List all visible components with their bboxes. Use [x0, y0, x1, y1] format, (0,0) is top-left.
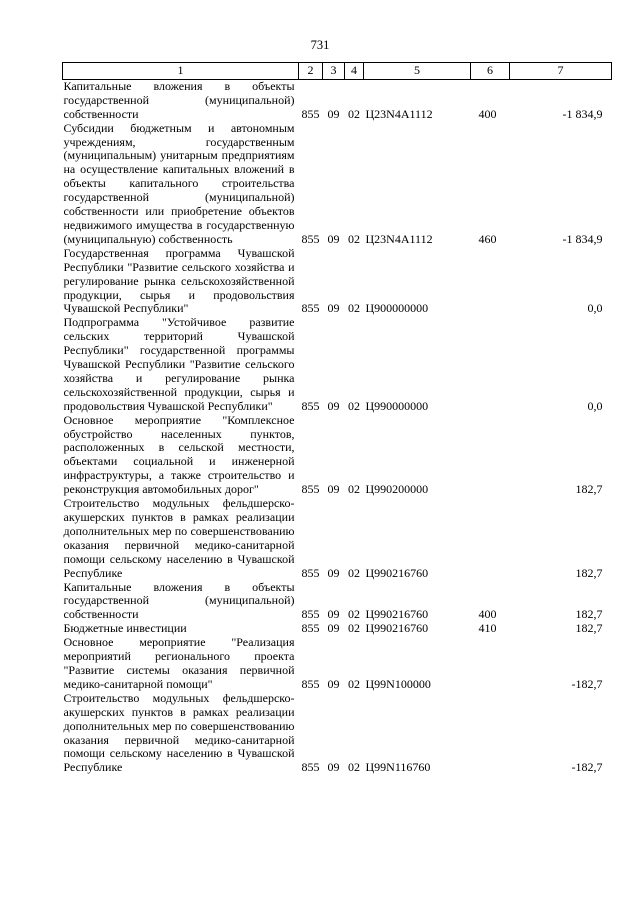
page-number: 731	[310, 38, 330, 52]
glav-code: 855	[301, 301, 320, 316]
row-name: Основное мероприятие "Реализация мероприятий регионального проекта "Развитие системы оказания первичной медико-санитарной помощи"	[63, 635, 295, 691]
expense-type-code	[471, 414, 510, 497]
expense-type-code	[471, 692, 510, 775]
glav-code: 855	[301, 398, 320, 413]
subsection-code: 02	[348, 398, 360, 413]
subsection-code: 02	[348, 231, 360, 246]
amount: 182,7	[575, 482, 603, 497]
amount: -182,7	[571, 760, 603, 775]
row-name: Строительство модульных фельдшерско-акушерских пунктов в рамках реализации дополнительных мер по совершенствованию оказания первичной медико-санитарной помощи сельскому населению в Чувашской Республике	[63, 496, 295, 580]
section-code: 09	[327, 398, 340, 413]
glav-code: 855	[301, 676, 320, 691]
row-name: Подпрограмма "Устойчивое развитие сельских территорий Чувашской Республики" государственной программы Чувашской Республики "Развитие сельского хозяйства и регулирование рынка сельскохозяйственной продукции, сырья и продовольствия Чувашской Республики"	[63, 315, 295, 413]
expense-type-code	[471, 497, 510, 580]
glav-code: 855	[301, 607, 320, 622]
section-code: 09	[327, 676, 340, 691]
amount: 182,7	[575, 621, 603, 636]
glav-code: 855	[301, 106, 320, 121]
row-name: Государственная программа Чувашской Республики "Развитие сельского хозяйства и регулирование рынка сельскохозяйственной продукции, сырья и продовольствия Чувашской Республики"	[63, 245, 295, 316]
table-row	[63, 247, 612, 317]
glav-code: 855	[301, 760, 320, 775]
row-name: Строительство модульных фельдшерско-акушерских пунктов в рамках реализации дополнительных мер по совершенствованию оказания первичной медико-санитарной помощи сельскому населению в Чувашской Республике	[63, 690, 295, 775]
table-row	[63, 316, 612, 413]
target-article-code: Ц990000000	[365, 398, 429, 413]
subsection-code: 02	[348, 607, 360, 622]
subsection-code: 02	[348, 676, 360, 691]
target-article-code: Ц990200000	[365, 482, 429, 497]
section-code: 09	[327, 231, 340, 246]
column-header: 5	[364, 63, 471, 80]
section-code: 09	[327, 607, 340, 622]
table-row	[63, 692, 612, 775]
table-row	[63, 414, 612, 497]
amount: -1 834,9	[562, 231, 603, 246]
table-row	[63, 636, 612, 692]
table-row	[63, 622, 612, 636]
column-header: 1	[63, 63, 299, 80]
target-article-code: Ц23N4A1112	[365, 106, 433, 121]
table-row	[63, 79, 612, 121]
table-header	[63, 63, 612, 80]
amount: 0,0	[587, 398, 603, 413]
column-header: 3	[323, 63, 345, 80]
row-name: Основное мероприятие "Комплексное обустройство населенных пунктов, расположенных в сельской местности, объектами социальной и инженерной инфраструктуры, а также строительство и реконструкция автомобильных дорог"	[63, 412, 295, 497]
glav-code: 855	[301, 621, 320, 636]
target-article-code: Ц99N100000	[365, 676, 431, 691]
target-article-code: Ц23N4A1112	[365, 231, 433, 246]
column-header: 4	[345, 63, 364, 80]
subsection-code: 02	[348, 621, 360, 636]
table-body	[63, 79, 612, 775]
target-article-code: Ц900000000	[365, 301, 429, 316]
table-row	[63, 581, 612, 623]
table-row	[63, 122, 612, 247]
subsection-code: 02	[348, 301, 360, 316]
amount: -1 834,9	[562, 106, 603, 121]
target-article-code: Ц990216760	[365, 607, 429, 622]
expense-type-code	[471, 247, 510, 317]
row-name: Бюджетные инвестиции	[63, 621, 187, 636]
amount: -182,7	[571, 676, 603, 691]
section-code: 09	[327, 760, 340, 775]
column-header: 7	[510, 63, 612, 80]
section-code: 09	[327, 301, 340, 316]
glav-code: 855	[301, 482, 320, 497]
row-name: Капитальные вложения в объекты государственной (муниципальной) собственности	[63, 579, 295, 622]
section-code: 09	[327, 482, 340, 497]
amount: 0,0	[587, 301, 603, 316]
budget-table	[62, 62, 612, 775]
amount: 182,7	[575, 607, 603, 622]
expense-type-code	[471, 636, 510, 692]
expense-type-code: 400	[478, 607, 497, 622]
target-article-code: Ц990216760	[365, 565, 429, 580]
expense-type-code: 410	[478, 621, 497, 636]
expense-type-code: 400	[478, 106, 497, 121]
subsection-code: 02	[348, 565, 360, 580]
subsection-code: 02	[348, 106, 360, 121]
glav-code: 855	[301, 565, 320, 580]
row-name: Капитальные вложения в объекты государственной (муниципальной) собственности	[63, 78, 295, 121]
target-article-code: Ц990216760	[365, 621, 429, 636]
target-article-code: Ц99N116760	[365, 760, 431, 775]
amount: 182,7	[575, 565, 603, 580]
section-code: 09	[327, 621, 340, 636]
subsection-code: 02	[348, 760, 360, 775]
expense-type-code	[471, 316, 510, 413]
section-code: 09	[327, 106, 340, 121]
column-header: 2	[299, 63, 323, 80]
glav-code: 855	[301, 231, 320, 246]
table-row	[63, 497, 612, 580]
subsection-code: 02	[348, 482, 360, 497]
section-code: 09	[327, 565, 340, 580]
row-name: Субсидии бюджетным и автономным учреждениям, государственным (муниципальным) унитарным предприятиям на осуществление капитальных вложений в объекты капитального строительства государственной (муниципальной) собственности или приобретение объектов недвижимого имущества в государственную (муниципальную) собственность	[63, 120, 295, 246]
expense-type-code: 460	[478, 231, 497, 246]
column-header: 6	[471, 63, 510, 80]
